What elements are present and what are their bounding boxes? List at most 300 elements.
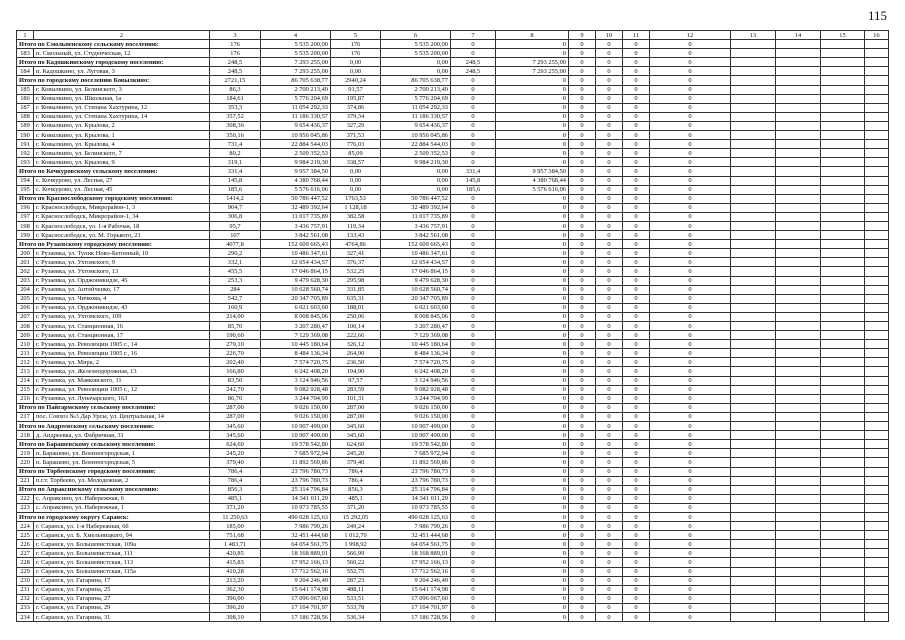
empty-cell xyxy=(731,512,776,521)
empty-cell xyxy=(865,512,889,521)
value-cell: 50 786 447,52 xyxy=(261,194,331,203)
empty-cell xyxy=(865,558,889,567)
empty-cell xyxy=(731,249,776,258)
value-cell: 0 xyxy=(496,203,569,212)
value-cell: 0 xyxy=(451,285,496,294)
empty-cell xyxy=(776,431,821,440)
empty-cell xyxy=(776,567,821,576)
empty-cell xyxy=(821,276,865,285)
value-cell: 371,53 xyxy=(331,131,381,140)
address-cell: г. Ковылкино, ул. Крылова, 1 xyxy=(34,131,210,140)
empty-cell xyxy=(776,385,821,394)
value-cell: 0 xyxy=(569,112,596,121)
address-cell: г. Ковылкино, ул. Степана Хахтурина, 12 xyxy=(34,103,210,112)
value-cell: 0 xyxy=(496,249,569,258)
value-cell: 0 xyxy=(623,431,650,440)
value-cell: 10 445 180,64 xyxy=(261,340,331,349)
value-cell: 0 xyxy=(596,394,623,403)
empty-cell xyxy=(865,467,889,476)
empty-cell xyxy=(776,276,821,285)
empty-cell xyxy=(865,322,889,331)
value-cell: 0 xyxy=(569,394,596,403)
value-cell: 0 xyxy=(451,40,496,49)
empty-cell xyxy=(865,358,889,367)
address-cell: г. Саранск, ул. Гагарина, 29 xyxy=(34,603,210,612)
value-cell: 0 xyxy=(596,121,623,130)
value-cell: 327,29 xyxy=(331,121,381,130)
table-body xyxy=(17,31,889,622)
value-cell: 0 xyxy=(569,94,596,103)
value-cell: 0 xyxy=(596,212,623,221)
value-cell: 11 186 330,57 xyxy=(381,112,451,121)
value-cell: 0 xyxy=(623,312,650,321)
value-cell: 0 xyxy=(496,422,569,431)
value-cell: 0 xyxy=(496,340,569,349)
value-cell: 0 xyxy=(650,476,731,485)
empty-cell xyxy=(865,312,889,321)
value-cell: 0 xyxy=(451,331,496,340)
value-cell: 0 xyxy=(650,485,731,494)
subtotal-row xyxy=(17,40,889,49)
value-cell: 0 xyxy=(496,258,569,267)
value-cell: 0 xyxy=(623,67,650,76)
value-cell: 327,41 xyxy=(331,249,381,258)
value-cell: 0 xyxy=(623,412,650,421)
value-cell: 0 xyxy=(650,303,731,312)
value-cell: 12 054 434,57 xyxy=(381,258,451,267)
empty-cell xyxy=(776,194,821,203)
value-cell: 283,59 xyxy=(331,385,381,394)
value-cell: 17 046 864,15 xyxy=(381,267,451,276)
table-row xyxy=(17,185,889,194)
value-cell: 10 445 180,64 xyxy=(381,340,451,349)
value-cell: 0 xyxy=(596,285,623,294)
value-cell: 0 xyxy=(451,94,496,103)
subtotal-row xyxy=(17,512,889,521)
row-number-cell: 200 xyxy=(17,249,34,258)
empty-cell xyxy=(865,340,889,349)
value-cell: 23 796 780,73 xyxy=(381,476,451,485)
value-cell: 0 xyxy=(596,312,623,321)
row-number-cell: 201 xyxy=(17,258,34,267)
empty-cell xyxy=(776,312,821,321)
value-cell: 0 xyxy=(623,294,650,303)
value-cell: 0 xyxy=(623,558,650,567)
row-number-cell: 230 xyxy=(17,576,34,585)
value-cell: 371,20 xyxy=(331,503,381,512)
value-cell: 17 104 701,97 xyxy=(381,603,451,612)
value-cell: 3 244 704,99 xyxy=(381,394,451,403)
value-cell: 306,8 xyxy=(210,212,261,221)
value-cell: 0 xyxy=(596,567,623,576)
value-cell: 86,70 xyxy=(210,394,261,403)
value-cell: 0 xyxy=(623,331,650,340)
empty-cell xyxy=(821,85,865,94)
table-row xyxy=(17,121,889,130)
column-header-cell: 4 xyxy=(261,31,331,40)
value-cell: 0 xyxy=(650,58,731,67)
value-cell: 0 xyxy=(451,376,496,385)
value-cell: 0 xyxy=(569,449,596,458)
value-cell: 0 xyxy=(569,558,596,567)
value-cell: 7 574 720,75 xyxy=(261,358,331,367)
empty-cell xyxy=(776,203,821,212)
value-cell: 0 xyxy=(623,140,650,149)
value-cell: 0 xyxy=(650,558,731,567)
column-header-cell: 14 xyxy=(776,31,821,40)
value-cell: 10 907 499,00 xyxy=(381,431,451,440)
value-cell: 0 xyxy=(596,67,623,76)
value-cell: 0 xyxy=(596,540,623,549)
value-cell: 0 xyxy=(623,276,650,285)
address-cell: г. Краснослободск, Микрорайон-1, 34 xyxy=(34,212,210,221)
table-row xyxy=(17,367,889,376)
value-cell: 0 xyxy=(569,358,596,367)
value-cell: 0 xyxy=(569,267,596,276)
empty-cell xyxy=(776,212,821,221)
value-cell: 0 xyxy=(623,594,650,603)
subtotal-row xyxy=(17,485,889,494)
value-cell: 0 xyxy=(569,594,596,603)
empty-cell xyxy=(776,412,821,421)
value-cell: 97,57 xyxy=(331,376,381,385)
value-cell: 0 xyxy=(623,512,650,521)
value-cell: 0 xyxy=(451,149,496,158)
value-cell: 9 026 150,00 xyxy=(261,403,331,412)
value-cell: 0 xyxy=(650,249,731,258)
table-row xyxy=(17,376,889,385)
table-row xyxy=(17,358,889,367)
address-cell: п. Барашево, ул. Военногородская, 5 xyxy=(34,458,210,467)
value-cell: 185,6 xyxy=(210,185,261,194)
value-cell: 0 xyxy=(569,231,596,240)
table-row xyxy=(17,613,889,622)
address-cell: с. Кочкурово, ул. Лесная, 45 xyxy=(34,185,210,194)
value-cell: 0 xyxy=(569,467,596,476)
value-cell: 0 xyxy=(496,512,569,521)
value-cell: 0 xyxy=(623,394,650,403)
value-cell: 249,24 xyxy=(331,522,381,531)
value-cell: 0 xyxy=(596,367,623,376)
value-cell: 0 xyxy=(650,349,731,358)
value-cell: 0 xyxy=(650,594,731,603)
empty-cell xyxy=(731,240,776,249)
table-row xyxy=(17,449,889,458)
empty-cell xyxy=(865,49,889,58)
empty-cell xyxy=(821,112,865,121)
table-row xyxy=(17,294,889,303)
value-cell: 14 341 011,29 xyxy=(261,494,331,503)
value-cell: 0 xyxy=(496,494,569,503)
value-cell: 0 xyxy=(569,403,596,412)
empty-cell xyxy=(731,221,776,230)
value-cell: 0 xyxy=(569,522,596,531)
row-number-cell: 183 xyxy=(17,49,34,58)
subtotal-label: Итого по Андреевскому сельскому поселению: xyxy=(17,422,210,431)
value-cell: 10 628 560,74 xyxy=(381,285,451,294)
empty-cell xyxy=(865,221,889,230)
value-cell: 5 576 616,06 xyxy=(496,185,569,194)
address-cell: г. Рузаевка, ул. Революции 1905 г., 12 xyxy=(34,385,210,394)
value-cell: 3 436 757,91 xyxy=(261,221,331,230)
value-cell: 856,3 xyxy=(331,485,381,494)
empty-cell xyxy=(865,485,889,494)
row-number-cell: 197 xyxy=(17,212,34,221)
value-cell: 17 046 864,15 xyxy=(261,267,331,276)
row-number-cell: 206 xyxy=(17,303,34,312)
value-cell: 11 017 735,89 xyxy=(261,212,331,221)
value-cell: 0 xyxy=(569,158,596,167)
address-cell: г. Саранск, ул. Б. Хмельницкого, 94 xyxy=(34,531,210,540)
value-cell: 0 xyxy=(650,194,731,203)
empty-cell xyxy=(821,331,865,340)
value-cell: 0 xyxy=(496,276,569,285)
empty-cell xyxy=(865,585,889,594)
row-number-cell: 228 xyxy=(17,558,34,567)
value-cell: 0 xyxy=(569,367,596,376)
empty-cell xyxy=(731,131,776,140)
value-cell: 0 xyxy=(569,212,596,221)
empty-cell xyxy=(821,267,865,276)
value-cell: 0 xyxy=(496,367,569,376)
address-cell: г. Рузаевка, ул. Революции 1905 г., 14 xyxy=(34,340,210,349)
address-cell: г. Ковылкино, ул. Степана Хахтурина, 14 xyxy=(34,112,210,121)
value-cell: 0 xyxy=(596,576,623,585)
empty-cell xyxy=(865,194,889,203)
value-cell: 0 xyxy=(650,449,731,458)
value-cell: 560,22 xyxy=(331,558,381,567)
value-cell: 0,00 xyxy=(331,58,381,67)
address-cell: г. Ковылкино, ул. Школьная, 1а xyxy=(34,94,210,103)
subtotal-row xyxy=(17,76,889,85)
value-cell: 0 xyxy=(650,203,731,212)
empty-cell xyxy=(731,322,776,331)
value-cell: 0 xyxy=(596,267,623,276)
row-number-cell: 212 xyxy=(17,358,34,367)
value-cell: 0,00 xyxy=(381,67,451,76)
value-cell: 0 xyxy=(596,158,623,167)
empty-cell xyxy=(821,140,865,149)
row-number-cell: 225 xyxy=(17,531,34,540)
value-cell: 0 xyxy=(650,158,731,167)
value-cell: 0 xyxy=(623,458,650,467)
row-number-cell: 223 xyxy=(17,503,34,512)
empty-cell xyxy=(776,503,821,512)
value-cell: 624,60 xyxy=(210,440,261,449)
table-row xyxy=(17,249,889,258)
value-cell: 0 xyxy=(569,221,596,230)
value-cell: 0 xyxy=(623,285,650,294)
page-number: 115 xyxy=(867,8,887,23)
value-cell: 0 xyxy=(623,231,650,240)
empty-cell xyxy=(731,149,776,158)
value-cell: 6 242 408,20 xyxy=(261,367,331,376)
value-cell: 0,00 xyxy=(331,185,381,194)
value-cell: 0 xyxy=(596,467,623,476)
row-number-cell: 188 xyxy=(17,112,34,121)
value-cell: 287,00 xyxy=(210,403,261,412)
value-cell: 287,00 xyxy=(331,412,381,421)
empty-cell xyxy=(731,385,776,394)
subtotal-row xyxy=(17,440,889,449)
empty-cell xyxy=(865,540,889,549)
value-cell: 0 xyxy=(496,576,569,585)
empty-cell xyxy=(776,103,821,112)
empty-cell xyxy=(731,294,776,303)
empty-cell xyxy=(731,258,776,267)
empty-cell xyxy=(865,121,889,130)
empty-cell xyxy=(865,140,889,149)
value-cell: 0 xyxy=(496,485,569,494)
table-row xyxy=(17,567,889,576)
value-cell: 7 986 799,26 xyxy=(381,522,451,531)
empty-cell xyxy=(776,549,821,558)
value-cell: 0,00 xyxy=(331,167,381,176)
empty-cell xyxy=(731,576,776,585)
empty-cell xyxy=(776,512,821,521)
row-number-cell: 209 xyxy=(17,331,34,340)
empty-cell xyxy=(731,40,776,49)
row-number-cell: 217 xyxy=(17,412,34,421)
value-cell: 0 xyxy=(569,494,596,503)
value-cell: 0 xyxy=(623,49,650,58)
value-cell: 362,30 xyxy=(210,585,261,594)
value-cell: 85,70 xyxy=(210,322,261,331)
value-cell: 0 xyxy=(596,613,623,622)
empty-cell xyxy=(865,440,889,449)
value-cell: 0 xyxy=(596,522,623,531)
value-cell: 0 xyxy=(596,294,623,303)
value-cell: 0 xyxy=(451,412,496,421)
value-cell: 0 xyxy=(569,312,596,321)
value-cell: 0 xyxy=(623,303,650,312)
column-header-cell: 5 xyxy=(331,31,381,40)
subtotal-label: Итого по Кочкуровскому сельскому поселению: xyxy=(17,167,210,176)
value-cell: 226,70 xyxy=(210,349,261,358)
address-cell: г. Рузаевка, ул. Чичкова, 4 xyxy=(34,294,210,303)
value-cell: 0 xyxy=(650,403,731,412)
empty-cell xyxy=(731,49,776,58)
empty-cell xyxy=(821,549,865,558)
empty-cell xyxy=(821,58,865,67)
empty-cell xyxy=(821,285,865,294)
value-cell: 0 xyxy=(623,603,650,612)
value-cell: 0 xyxy=(623,549,650,558)
value-cell: 0 xyxy=(451,531,496,540)
value-cell: 17 952 166,13 xyxy=(261,558,331,567)
empty-cell xyxy=(865,412,889,421)
row-number-cell: 221 xyxy=(17,476,34,485)
value-cell: 0 xyxy=(596,349,623,358)
value-cell: 345,60 xyxy=(210,422,261,431)
value-cell: 10 907 499,00 xyxy=(381,422,451,431)
value-cell: 9 479 628,30 xyxy=(381,276,451,285)
empty-cell xyxy=(821,312,865,321)
subtotal-label: Итого по Торбеевскому городскому поселению: xyxy=(17,467,210,476)
subtotal-label: Итого по городскому поселению Ковылкино: xyxy=(17,76,210,85)
value-cell: 1763,53 xyxy=(331,194,381,203)
empty-cell xyxy=(821,467,865,476)
address-cell: п. Смольный, ул. Студенческая, 12 xyxy=(34,49,210,58)
value-cell: 0 xyxy=(451,131,496,140)
table-row xyxy=(17,340,889,349)
empty-cell xyxy=(821,176,865,185)
value-cell: 0 xyxy=(569,349,596,358)
value-cell: 176 xyxy=(210,49,261,58)
value-cell: 0 xyxy=(569,431,596,440)
value-cell: 0 xyxy=(650,412,731,421)
row-number-cell: 195 xyxy=(17,185,34,194)
empty-cell xyxy=(865,431,889,440)
empty-cell xyxy=(731,285,776,294)
value-cell: 14 341 011,29 xyxy=(381,494,451,503)
value-cell: 0 xyxy=(650,458,731,467)
value-cell: 420,85 xyxy=(210,549,261,558)
column-header-cell: 2 xyxy=(34,31,210,40)
value-cell: 7 293 255,00 xyxy=(261,67,331,76)
empty-cell xyxy=(865,476,889,485)
empty-cell xyxy=(776,494,821,503)
empty-cell xyxy=(776,340,821,349)
value-cell: 1 483,71 xyxy=(210,540,261,549)
table-row xyxy=(17,476,889,485)
empty-cell xyxy=(731,358,776,367)
value-cell: 786,4 xyxy=(210,476,261,485)
value-cell: 0 xyxy=(496,240,569,249)
value-cell: 536,34 xyxy=(331,613,381,622)
address-cell: г. Саранск, ул. Гагарина, 27 xyxy=(34,594,210,603)
table-row xyxy=(17,576,889,585)
value-cell: 166,80 xyxy=(210,367,261,376)
empty-cell xyxy=(821,394,865,403)
empty-cell xyxy=(776,613,821,622)
value-cell: 0 xyxy=(596,376,623,385)
empty-cell xyxy=(731,531,776,540)
value-cell: 0 xyxy=(496,349,569,358)
value-cell: 194,90 xyxy=(331,367,381,376)
empty-cell xyxy=(776,40,821,49)
value-cell: 0 xyxy=(569,613,596,622)
empty-cell xyxy=(776,485,821,494)
value-cell: 17 186 728,56 xyxy=(261,613,331,622)
value-cell: 0 xyxy=(569,603,596,612)
value-cell: 0 xyxy=(496,503,569,512)
empty-cell xyxy=(776,94,821,103)
value-cell: 9 204 246,49 xyxy=(381,576,451,585)
value-cell: 0 xyxy=(569,140,596,149)
table-row xyxy=(17,540,889,549)
value-cell: 0 xyxy=(569,412,596,421)
column-header-cell: 1 xyxy=(17,31,34,40)
empty-cell xyxy=(776,158,821,167)
empty-cell xyxy=(865,158,889,167)
value-cell: 0 xyxy=(451,613,496,622)
value-cell: 0 xyxy=(569,322,596,331)
value-cell: 0 xyxy=(496,449,569,458)
value-cell: 0 xyxy=(496,85,569,94)
value-cell: 0 xyxy=(650,603,731,612)
empty-cell xyxy=(731,494,776,503)
value-cell: 0 xyxy=(451,158,496,167)
value-cell: 11 250,63 xyxy=(210,512,261,521)
empty-cell xyxy=(821,503,865,512)
value-cell: 0 xyxy=(496,322,569,331)
empty-cell xyxy=(776,403,821,412)
row-number-cell: 224 xyxy=(17,522,34,531)
value-cell: 0 xyxy=(496,549,569,558)
value-cell: 0 xyxy=(451,585,496,594)
row-number-cell: 215 xyxy=(17,385,34,394)
